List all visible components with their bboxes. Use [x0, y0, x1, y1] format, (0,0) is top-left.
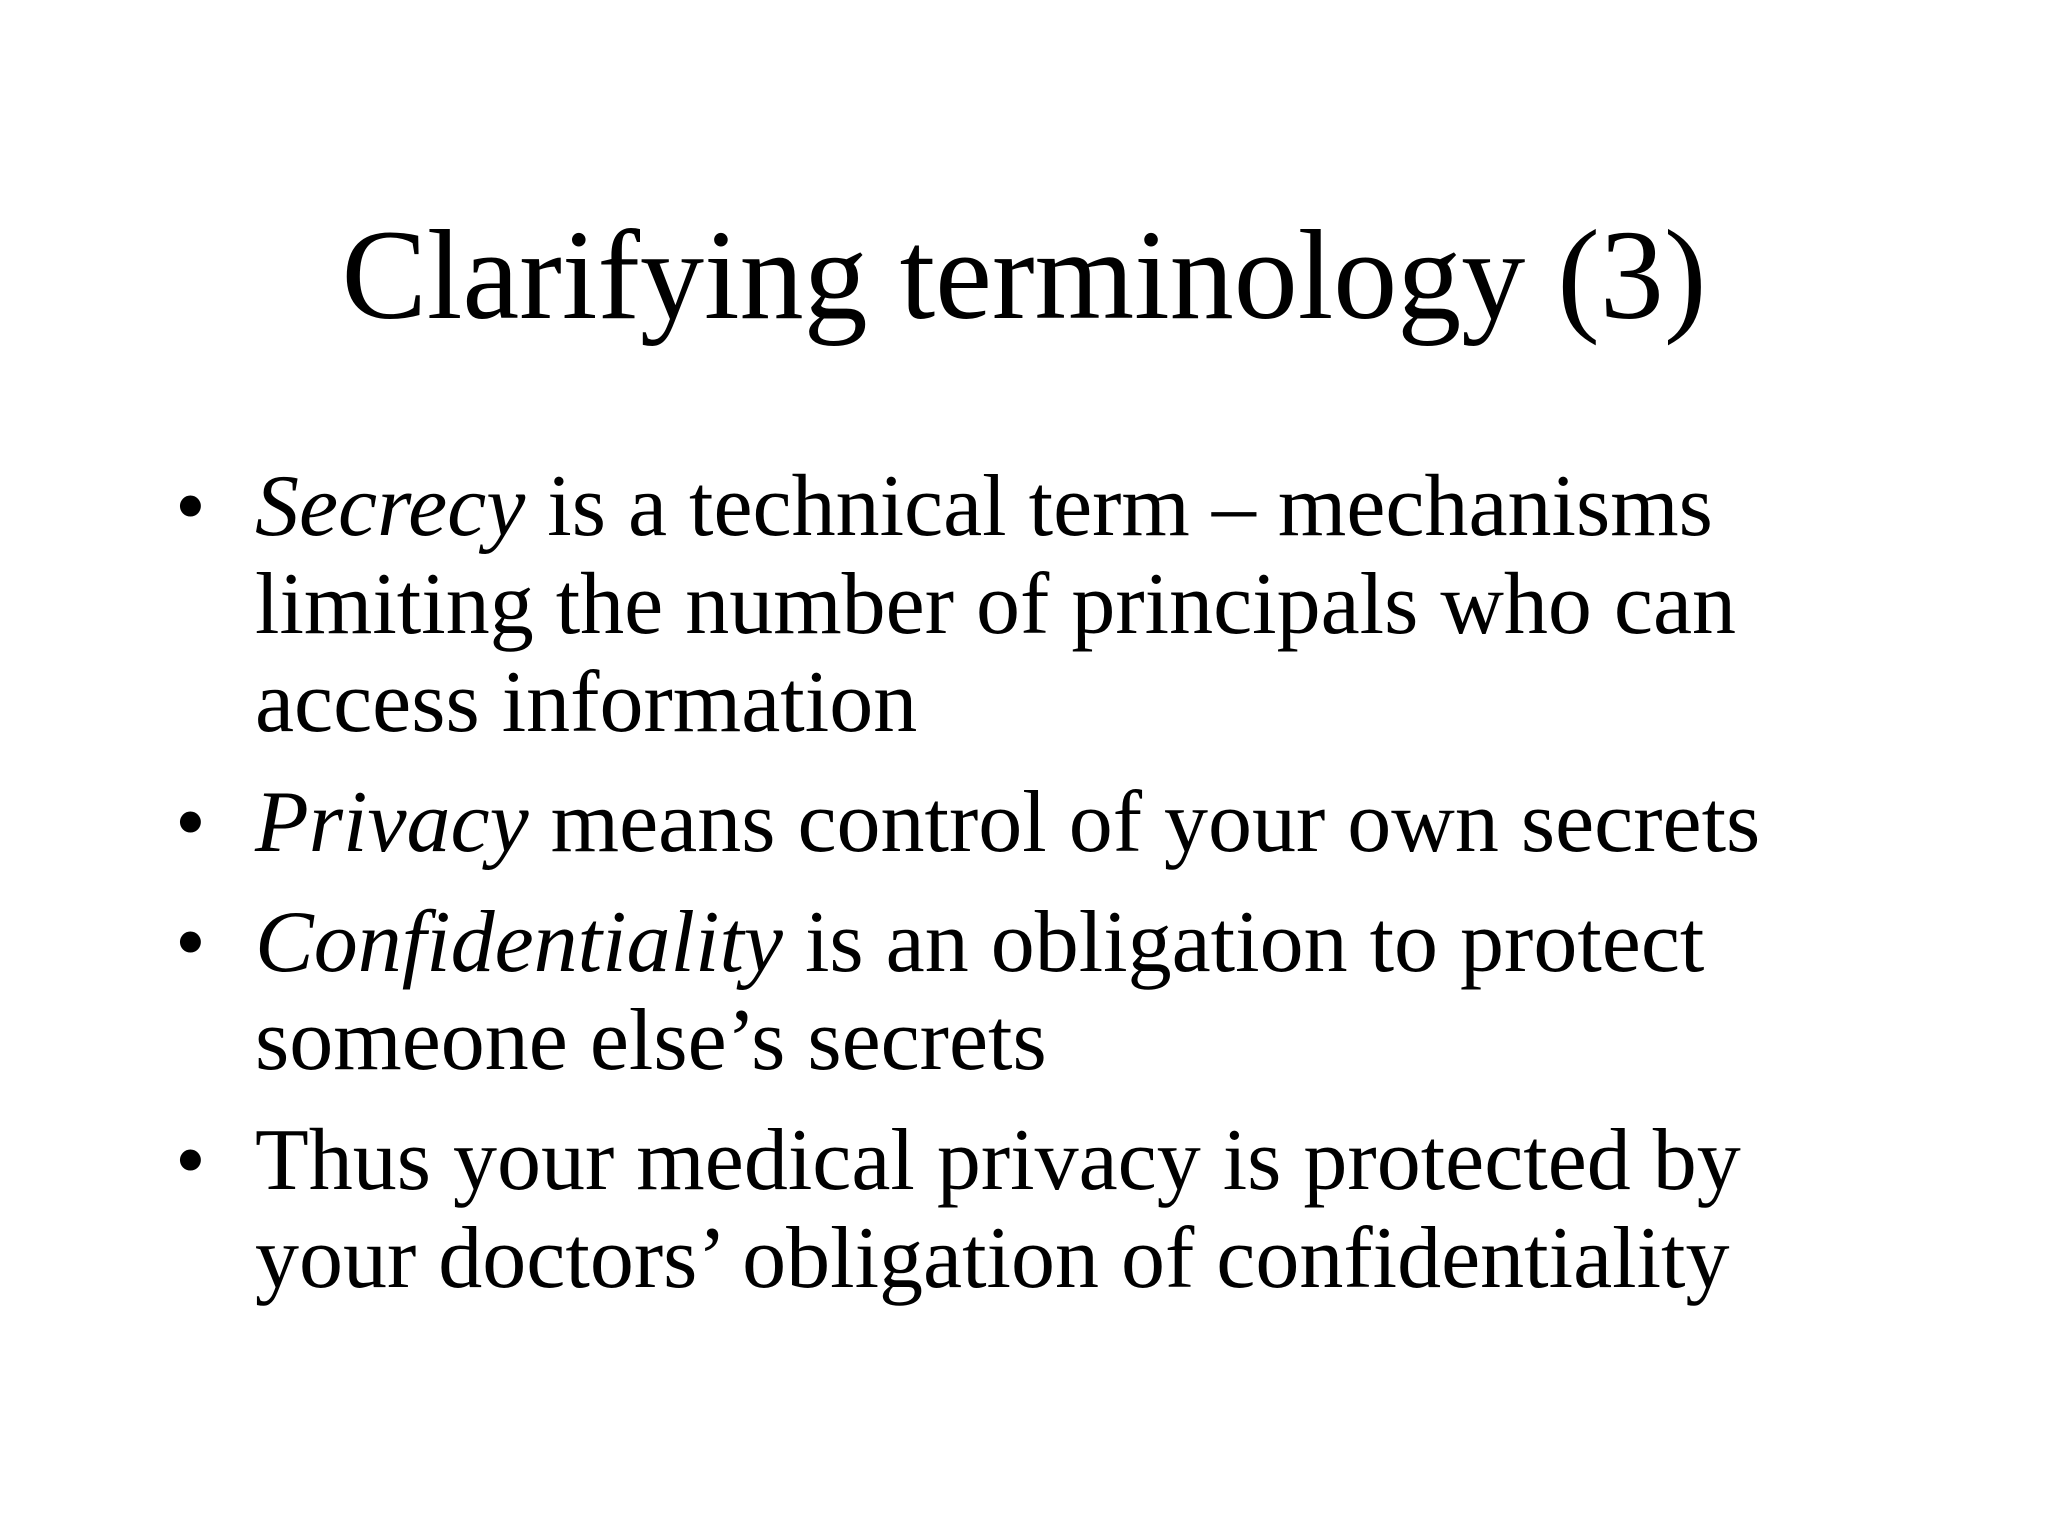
bullet-marker: • — [175, 894, 206, 991]
bullet-text — [255, 894, 1875, 1090]
bullet-privacy — [175, 774, 1875, 872]
bullet-list — [175, 458, 1875, 1330]
bullet-line — [255, 458, 1875, 556]
bullet-confidentiality — [175, 894, 1875, 1090]
bullet-line — [255, 774, 1875, 872]
bullet-line: limiting the number of principals who can — [255, 556, 1737, 653]
bullet-line-text: is an obligation to protect — [782, 894, 1705, 991]
bullet-line: someone else’s secrets — [255, 992, 1047, 1089]
slide-title: Clarifying terminology (3) — [341, 204, 1707, 346]
bullet-text — [255, 774, 1875, 872]
bullet-text — [255, 458, 1875, 752]
bullet-marker: • — [175, 774, 206, 871]
term-confidentiality: Confidentiality — [255, 894, 783, 991]
bullet-line — [255, 894, 1875, 992]
bullet-medical-privacy — [175, 1112, 1875, 1308]
bullet-secrecy — [175, 458, 1875, 752]
bullet-line-text: means control of your own secrets — [528, 774, 1761, 871]
term-secrecy: Secrecy — [255, 458, 526, 555]
bullet-line: access information — [255, 654, 918, 751]
bullet-line-text: is a technical term – mechanisms — [525, 458, 1713, 555]
bullet-line: your doctors’ obligation of confidentiality — [255, 1210, 1730, 1307]
bullet-text — [255, 1112, 1875, 1308]
bullet-marker: • — [175, 458, 206, 555]
bullet-line: Thus your medical privacy is protected by — [255, 1112, 1741, 1209]
bullet-marker: • — [175, 1112, 206, 1209]
term-privacy: Privacy — [255, 774, 529, 871]
